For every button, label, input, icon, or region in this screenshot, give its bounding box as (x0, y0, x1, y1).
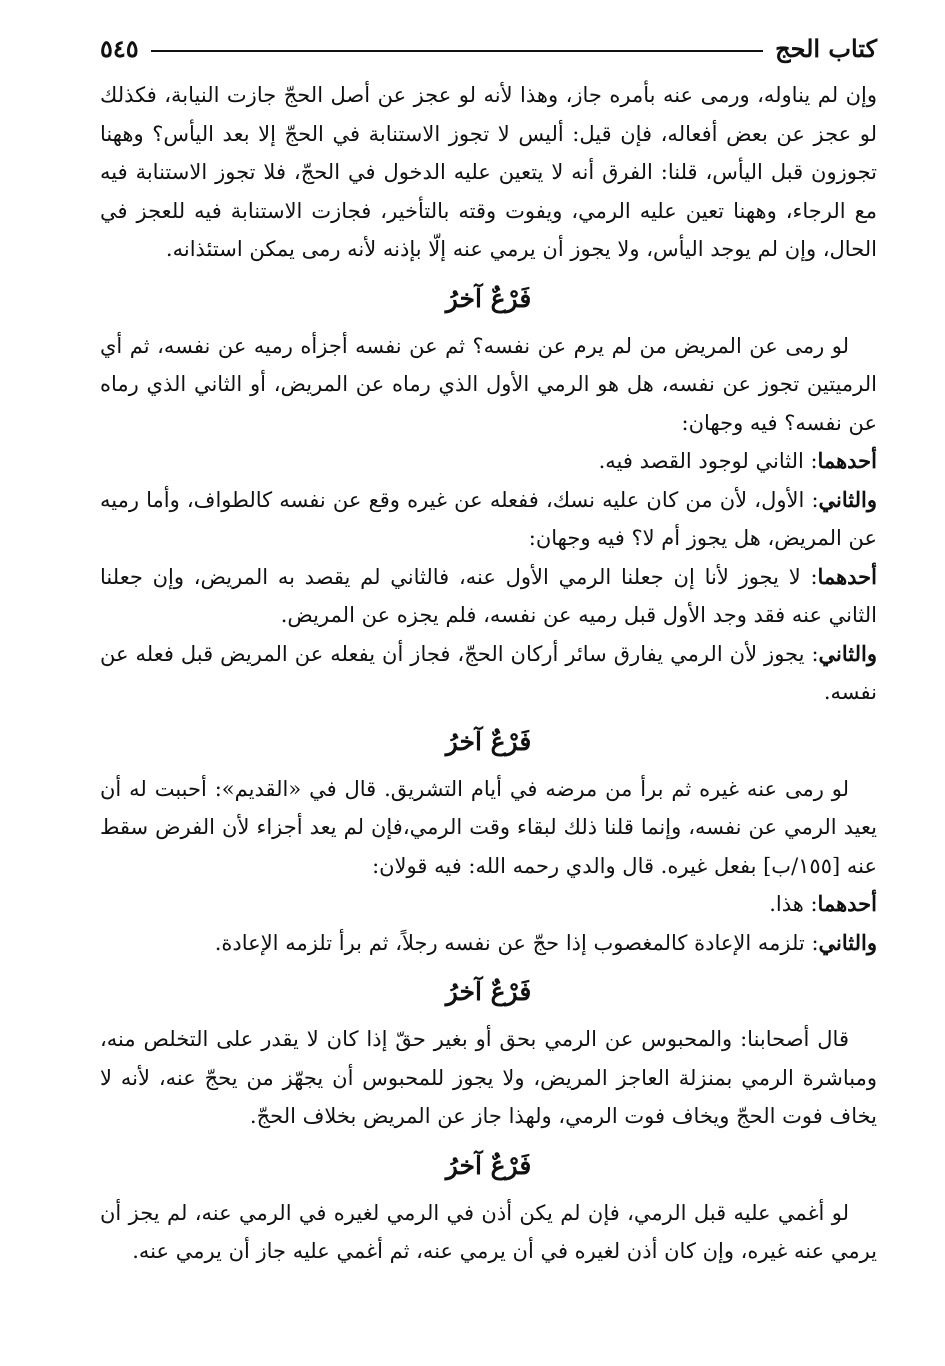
running-title: كتاب الحج (775, 33, 877, 63)
paragraph (100, 1194, 877, 1271)
header-rule (151, 50, 763, 52)
paragraph (100, 1020, 877, 1136)
paragraph-text: لو رمى عن المريض من لم يرم عن نفسه؟ ثم عن نفسه أجزأه رميه عن نفسه، ثم أي الرميتين تجوز عن نفسه، هل هو الرمي الأول الذي رماه عن المريض، أو الثاني الذي رماه عن نفسه؟ فيه وجهان: (100, 333, 877, 435)
paragraph-lead: أحدهما (817, 563, 877, 589)
page-number: ٥٤٥ (100, 33, 139, 63)
paragraph (100, 885, 877, 924)
paragraph-text: لو أغمي عليه قبل الرمي، فإن لم يكن أذن في الرمي لغيره في الرمي عنه، لم يجز أن يرمي عنه غيره، وإن كان أذن لغيره في أن يرمي عنه، ثم أغمي عليه جاز أن يرمي عنه. (100, 1200, 877, 1263)
page-body (100, 76, 877, 1271)
paragraph-text: : هذا. (769, 892, 818, 916)
paragraph-text: لو رمى عنه غيره ثم برأ من مرضه في أيام التشريق. قال في «القديم»: أحببت له أن يعيد الرمي عن نفسه، وإنما قلنا ذلك لبقاء وقت الرمي،فإن لم يعد أجزاء لأن الفرض سقط عنه [١٥٥/ب] بفعل غيره. قال والدي رحمه الله: فيه قولان: (100, 776, 877, 878)
paragraph (100, 558, 877, 635)
paragraph-lead: والثاني (818, 929, 877, 955)
paragraph-text: : الأول، لأن من كان عليه نسك، ففعله عن غيره وقع عن نفسه كالطواف، وأما رميه عن المريض، هل يجوز أم لا؟ فيه وجهان: (100, 487, 877, 550)
paragraph-text: : لا يجوز لأنا إن جعلنا الرمي الأول عنه، فالثاني لم يقصد به المريض، وإن جعلنا الثاني عنه فقد وجد الأول قبل رميه عن نفسه، فلم يجزه عن المريض. (100, 564, 877, 627)
paragraph (100, 770, 877, 886)
paragraph-lead: أحدهما (817, 448, 877, 473)
section-heading: فَرْعٌ آخرُ (445, 283, 532, 313)
page-header (100, 28, 877, 68)
paragraph (100, 76, 877, 269)
paragraph-text: : الثاني لوجود القصد فيه. (598, 449, 818, 473)
section-heading: فَرْعٌ آخرُ (445, 1150, 532, 1180)
paragraph-text: قال أصحابنا: والمحبوس عن الرمي بحق أو بغير حقّ إذا كان لا يقدر على التخلص منه، ومباشرة الرمي بمنزلة العاجز المريض، ولا يجوز للمحبوس أن يجهّز من يحجّ عنه، لأنه لا يخاف فوت الحجّ ويخاف فوت الرمي، ولهذا جاز عن المريض بخلاف الحجّ. (100, 1027, 877, 1128)
paragraph (100, 481, 877, 558)
paragraph-text: وإن لم يناوله، ورمى عنه بأمره جاز، وهذا لأنه لو عجز عن أصل الحجّ جازت النيابة، فكذلك لو عجز عن بعض أفعاله، فإن قيل: أليس لا تجوز الاستنابة في الحجّ إلا بعد اليأس؟ وههنا تجوزون قبل اليأس، قلنا: الفرق أنه لا يتعين عليه الدخول في الحجّ، فلا تجوز الاستنابة فيه مع الرجاء، وههنا تعين عليه الرمي، ويفوت وقته بالتأخير، فجازت الاستنابة فيه للعجز في الحال، وإن لم يوجد اليأس، ولا يجوز أن يرمي عنه إلّا بإذنه لأنه رمى يمكن استئذانه. (100, 83, 877, 261)
paragraph-lead: أحدهما (817, 891, 877, 916)
paragraph-text: : يجوز لأن الرمي يفارق سائر أركان الحجّ، فجاز أن يفعله عن المريض قبل فعله عن نفسه. (100, 641, 877, 704)
paragraph (100, 924, 877, 963)
paragraph (100, 327, 877, 443)
paragraph (100, 442, 877, 481)
paragraph (100, 635, 877, 712)
paragraph-lead: والثاني (818, 486, 877, 512)
paragraph-lead: والثاني (818, 640, 877, 666)
section-heading: فَرْعٌ آخرُ (445, 726, 532, 756)
paragraph-text: : تلزمه الإعادة كالمغصوب إذا حجّ عن نفسه رجلاً، ثم برأ تلزمه الإعادة. (214, 930, 819, 955)
section-heading: فَرْعٌ آخرُ (445, 977, 532, 1006)
